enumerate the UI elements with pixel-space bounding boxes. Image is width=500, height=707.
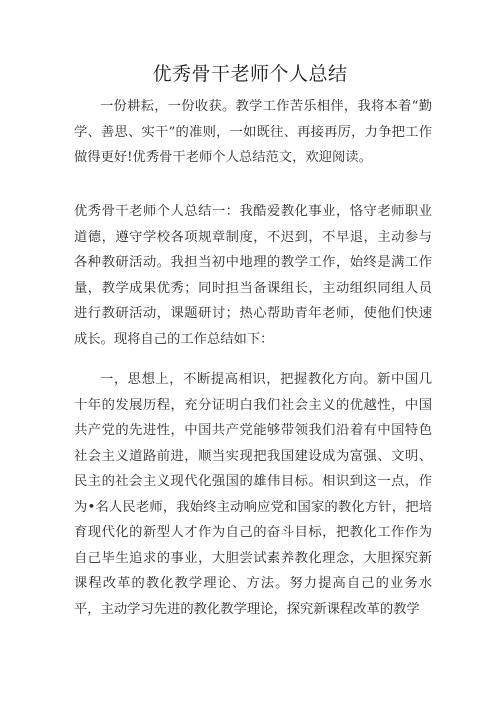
intro-paragraph: 一份耕耘，一份收获。教学工作苦乐相伴，我将本着“勤学、善思、实干”的准则，一如既往、再接再厉，力争把工作做得更好!优秀骨干老师个人总结范文，欢迎阅读。	[74, 99, 432, 165]
section-one-paragraph: 一，思想上，不断提高相识，把握教化方向。新中国几十年的发展历程，充分证明白我们社会主义的优越性，中国共产党的先进性，中国共产党能够带领我们沿着有中国特色社会主义道路前进，顺当实现把我国建设成为富强、文明、民主的社会主义现代化强国的雄伟目标。相识到这一点，作为•名人民老师，我始终主动响应党和国家的教化方针，把培育现代化的新型人才作为自己的奋斗目标，把教化工作作为自己毕生追求的事业，大胆尝试素养教化理念，大胆探究新课程改革的教化教学理论、方法。努力提高自己的业务水平，主动学习先进的教化教学理论，探究新课程改革的教学	[74, 372, 432, 617]
document-title: 优秀骨干老师个人总结	[152, 63, 348, 85]
summary-paragraph: 优秀骨干老师个人总结一：我酷爱教化事业，恪守老师职业道德，遵守学校各项规章制度，不迟到，不早退，主动参与各种教研活动。我担当初中地理的教学工作，始终是满工作量，教学成果优秀；同时担当备课组长，主动组织同组人员进行教研活动，课题研讨；热心帮助青年老师，使他们快速成长。现将自己的工作总结如下：	[74, 204, 432, 347]
